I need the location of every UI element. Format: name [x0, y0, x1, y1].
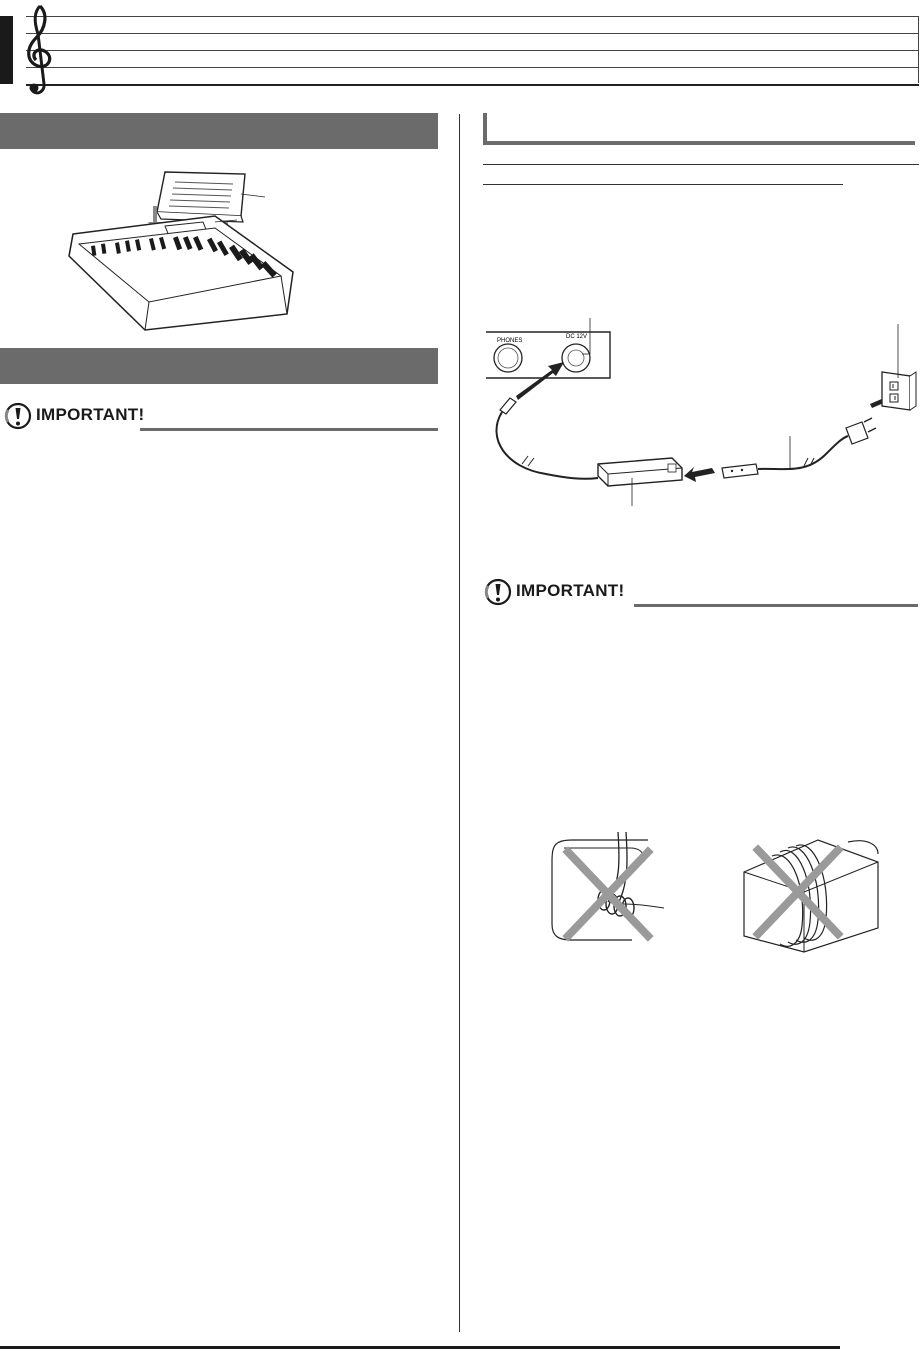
exclamation-icon	[4, 402, 32, 430]
staff-bar	[0, 16, 13, 84]
important-heading	[484, 578, 918, 612]
important-rule	[140, 428, 438, 431]
framed-heading	[483, 113, 915, 145]
keyboard-with-music-stand-icon	[65, 164, 310, 334]
dc-jack-label: DC 12V	[566, 334, 588, 340]
staff-line	[26, 16, 919, 17]
treble-clef-icon	[14, 0, 62, 100]
column-divider	[459, 114, 460, 1332]
staff-line	[26, 50, 919, 51]
ac-adaptor-connection-icon	[486, 318, 918, 516]
phones-jack-label: PHONES	[497, 338, 523, 344]
exclamation-icon	[484, 578, 512, 606]
footer-rule	[0, 1346, 840, 1349]
staff-header	[0, 0, 923, 100]
staff-end	[918, 16, 919, 83]
staff-line	[26, 84, 919, 86]
important-rule	[634, 604, 918, 607]
staff-line	[26, 67, 919, 68]
rule-line	[483, 164, 919, 165]
section-bar	[0, 113, 438, 149]
important-heading	[4, 402, 438, 436]
cord-wrapped-prohibited-icon	[548, 832, 888, 956]
staff-line	[26, 33, 919, 34]
section-bar	[0, 348, 438, 384]
important-label: IMPORTANT!	[36, 405, 145, 424]
important-label: IMPORTANT!	[516, 581, 625, 600]
rule-line	[483, 184, 843, 185]
